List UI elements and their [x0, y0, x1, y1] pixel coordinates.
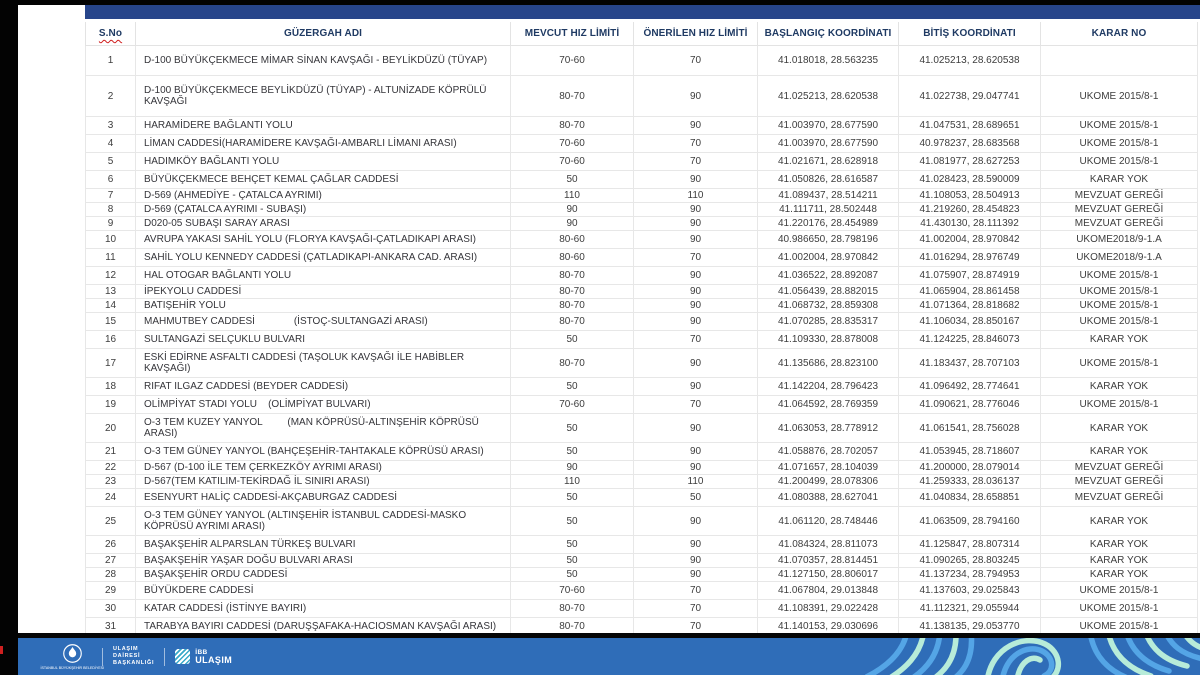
- cell-end-coordinate: 41.090265, 28.803245: [899, 554, 1041, 568]
- cell-serial-no: 8: [86, 203, 136, 217]
- brand-top-label: İBB: [195, 648, 208, 656]
- cell-route-name: SAHİL YOLU KENNEDY CADDESİ (ÇATLADIKAPI-ANKARA CAD. ARASI): [136, 249, 511, 267]
- column-header: [1041, 22, 1198, 46]
- department-line: ULAŞIM: [113, 646, 139, 652]
- top-accent-bar: [85, 5, 1200, 19]
- cell-route-name: KATAR CADDESİ (İSTİNYE BAYIRI): [136, 600, 511, 618]
- cell-serial-no: 11: [86, 249, 136, 267]
- cell-start-coordinate: 41.220176, 28.454989: [758, 217, 899, 231]
- cell-start-coordinate: 41.089437, 28.514211: [758, 189, 899, 203]
- table-row: [86, 285, 1198, 299]
- cell-serial-no: 4: [86, 135, 136, 153]
- column-header-label: BAŞLANGIÇ KOORDİNATI: [764, 28, 892, 39]
- footer-bar: [18, 638, 1200, 675]
- column-header-label: GÜZERGAH ADI: [283, 28, 363, 39]
- cell-serial-no: 14: [86, 299, 136, 313]
- cell-proposed-limit: 90: [634, 461, 758, 475]
- column-header: [86, 22, 136, 46]
- cell-proposed-limit: 90: [634, 299, 758, 313]
- cell-serial-no: 31: [86, 618, 136, 636]
- cell-serial-no: 26: [86, 536, 136, 554]
- cell-decision-no: KARAR YOK: [1041, 414, 1198, 443]
- cell-proposed-limit: 90: [634, 414, 758, 443]
- cell-current-limit: 50: [511, 378, 634, 396]
- cell-current-limit: 80-70: [511, 313, 634, 331]
- cell-start-coordinate: 41.063053, 28.778912: [758, 414, 899, 443]
- red-tick-mark: [0, 646, 3, 654]
- cell-proposed-limit: 70: [634, 396, 758, 414]
- cell-decision-no: UKOME 2015/8-1: [1041, 349, 1198, 378]
- cell-start-coordinate: 41.058876, 28.702057: [758, 443, 899, 461]
- cell-end-coordinate: 41.040834, 28.658851: [899, 489, 1041, 507]
- table-row: [86, 313, 1198, 331]
- cell-proposed-limit: 90: [634, 76, 758, 117]
- cell-start-coordinate: 41.021671, 28.628918: [758, 153, 899, 171]
- cell-start-coordinate: 41.003970, 28.677590: [758, 135, 899, 153]
- cell-decision-no: KARAR YOK: [1041, 331, 1198, 349]
- cell-serial-no: 6: [86, 171, 136, 189]
- speed-limit-table-container: [85, 22, 1197, 654]
- table-row: [86, 554, 1198, 568]
- cell-route-name: MAHMUTBEY CADDESİ (İSTOÇ-SULTANGAZİ ARASI): [136, 313, 511, 331]
- cell-serial-no: 10: [86, 231, 136, 249]
- cell-end-coordinate: 41.016294, 28.976749: [899, 249, 1041, 267]
- cell-proposed-limit: 70: [634, 135, 758, 153]
- cell-route-name: D020-05 SUBAŞI SARAY ARASI: [136, 217, 511, 231]
- cell-route-name: D-569 (AHMEDİYE - ÇATALCA AYRIMI): [136, 189, 511, 203]
- column-header-label: BİTİŞ KOORDİNATI: [923, 28, 1016, 39]
- cell-decision-no: UKOME 2015/8-1: [1041, 299, 1198, 313]
- cell-end-coordinate: 41.096492, 28.774641: [899, 378, 1041, 396]
- cell-start-coordinate: 41.067804, 29.013848: [758, 582, 899, 600]
- cell-serial-no: 2: [86, 76, 136, 117]
- cell-proposed-limit: 90: [634, 554, 758, 568]
- table-row: [86, 443, 1198, 461]
- cell-serial-no: 15: [86, 313, 136, 331]
- cell-decision-no: UKOME 2015/8-1: [1041, 618, 1198, 636]
- table-row: [86, 461, 1198, 475]
- cell-decision-no: [1041, 46, 1198, 76]
- table-row: [86, 475, 1198, 489]
- column-header-label: S.No: [98, 28, 123, 39]
- cell-decision-no: KARAR YOK: [1041, 171, 1198, 189]
- cell-start-coordinate: 41.080388, 28.627041: [758, 489, 899, 507]
- cell-decision-no: UKOME 2015/8-1: [1041, 285, 1198, 299]
- cell-proposed-limit: 90: [634, 285, 758, 299]
- cell-current-limit: 80-70: [511, 600, 634, 618]
- cell-serial-no: 9: [86, 217, 136, 231]
- cell-start-coordinate: 40.986650, 28.798196: [758, 231, 899, 249]
- cell-route-name: İPEKYOLU CADDESİ: [136, 285, 511, 299]
- cell-decision-no: UKOME 2015/8-1: [1041, 313, 1198, 331]
- footer-divider: [102, 648, 103, 666]
- cell-route-name: LİMAN CADDESİ(HARAMİDERE KAVŞAĞI-AMBARLI LİMANI ARASI): [136, 135, 511, 153]
- cell-end-coordinate: 41.124225, 28.846073: [899, 331, 1041, 349]
- table-row: [86, 489, 1198, 507]
- ibb-ulasim-wordmark: [195, 649, 232, 665]
- brand-bottom-label: ULAŞIM: [195, 654, 233, 665]
- cell-proposed-limit: 50: [634, 489, 758, 507]
- cell-decision-no: KARAR YOK: [1041, 536, 1198, 554]
- cell-serial-no: 22: [86, 461, 136, 475]
- cell-current-limit: 80-70: [511, 349, 634, 378]
- cell-proposed-limit: 90: [634, 568, 758, 582]
- cell-serial-no: 19: [86, 396, 136, 414]
- department-line: BAŞKANLIĞI: [113, 660, 155, 666]
- cell-current-limit: 80-70: [511, 267, 634, 285]
- cell-start-coordinate: 41.127150, 28.806017: [758, 568, 899, 582]
- cell-end-coordinate: 41.065904, 28.861458: [899, 285, 1041, 299]
- cell-route-name: O-3 TEM GÜNEY YANYOL (ALTINŞEHİR İSTANBUL CADDESİ-MASKO KÖPRÜSÜ AYRIMI ARASI): [136, 507, 511, 536]
- cell-route-name: ESKİ EDİRNE ASFALTI CADDESİ (TAŞOLUK KAVŞAĞI İLE HABİBLER KAVŞAĞI): [136, 349, 511, 378]
- table-row: [86, 582, 1198, 600]
- cell-current-limit: 90: [511, 203, 634, 217]
- cell-current-limit: 110: [511, 189, 634, 203]
- cell-decision-no: UKOME 2015/8-1: [1041, 396, 1198, 414]
- column-header: [758, 22, 899, 46]
- cell-proposed-limit: 90: [634, 117, 758, 135]
- cell-current-limit: 50: [511, 507, 634, 536]
- table-row: [86, 536, 1198, 554]
- cell-current-limit: 80-70: [511, 117, 634, 135]
- cell-current-limit: 50: [511, 171, 634, 189]
- cell-current-limit: 80-70: [511, 285, 634, 299]
- cell-route-name: D-569 (ÇATALCA AYRIMI - SUBAŞI): [136, 203, 511, 217]
- cell-proposed-limit: 70: [634, 249, 758, 267]
- ibb-ulasim-logo: [175, 649, 232, 665]
- table-row: [86, 217, 1198, 231]
- cell-current-limit: 90: [511, 461, 634, 475]
- cell-serial-no: 16: [86, 331, 136, 349]
- cell-route-name: D-567(TEM KATILIM-TEKİRDAĞ İL SINIRI ARASI): [136, 475, 511, 489]
- cell-current-limit: 50: [511, 568, 634, 582]
- cell-serial-no: 13: [86, 285, 136, 299]
- table-header-row: [86, 22, 1198, 46]
- cell-route-name: BAŞAKŞEHİR ORDU CADDESİ: [136, 568, 511, 582]
- cell-start-coordinate: 41.109330, 28.878008: [758, 331, 899, 349]
- cell-start-coordinate: 41.025213, 28.620538: [758, 76, 899, 117]
- cell-end-coordinate: 41.138135, 29.053770: [899, 618, 1041, 636]
- cell-current-limit: 50: [511, 443, 634, 461]
- cell-decision-no: MEVZUAT GEREĞİ: [1041, 189, 1198, 203]
- cell-serial-no: 28: [86, 568, 136, 582]
- cell-route-name: BATIŞEHİR YOLU: [136, 299, 511, 313]
- cell-route-name: BÜYÜKDERE CADDESİ: [136, 582, 511, 600]
- cell-end-coordinate: 41.063509, 28.794160: [899, 507, 1041, 536]
- cell-end-coordinate: 41.219260, 28.454823: [899, 203, 1041, 217]
- cell-decision-no: MEVZUAT GEREĞİ: [1041, 461, 1198, 475]
- cell-decision-no: KARAR YOK: [1041, 568, 1198, 582]
- cell-current-limit: 110: [511, 475, 634, 489]
- cell-end-coordinate: 41.125847, 28.807314: [899, 536, 1041, 554]
- cell-current-limit: 90: [511, 217, 634, 231]
- ibb-municipality-logo: [40, 643, 104, 670]
- cell-serial-no: 1: [86, 46, 136, 76]
- cell-current-limit: 50: [511, 489, 634, 507]
- cell-decision-no: KARAR YOK: [1041, 507, 1198, 536]
- cell-route-name: HADIMKÖY BAĞLANTI YOLU: [136, 153, 511, 171]
- table-row: [86, 135, 1198, 153]
- cell-proposed-limit: 70: [634, 46, 758, 76]
- cell-end-coordinate: 41.108053, 28.504913: [899, 189, 1041, 203]
- cell-route-name: SULTANGAZİ SELÇUKLU BULVARI: [136, 331, 511, 349]
- cell-route-name: TARABYA BAYIRI CADDESİ (DARUŞŞAFAKA-HACIOSMAN KAVŞAĞI ARASI): [136, 618, 511, 636]
- cell-end-coordinate: 41.112321, 29.055944: [899, 600, 1041, 618]
- cell-decision-no: UKOME2018/9-1.A: [1041, 249, 1198, 267]
- cell-decision-no: UKOME 2015/8-1: [1041, 117, 1198, 135]
- cell-route-name: D-567 (D-100 İLE TEM ÇERKEZKÖY AYRIMI ARASI): [136, 461, 511, 475]
- cell-decision-no: KARAR YOK: [1041, 554, 1198, 568]
- footer-divider: [164, 648, 165, 666]
- cell-decision-no: MEVZUAT GEREĞİ: [1041, 217, 1198, 231]
- table-row: [86, 76, 1198, 117]
- cell-end-coordinate: 41.090621, 28.776046: [899, 396, 1041, 414]
- cell-decision-no: MEVZUAT GEREĞİ: [1041, 203, 1198, 217]
- speed-limit-table-body: [86, 46, 1198, 654]
- cell-end-coordinate: 41.061541, 28.756028: [899, 414, 1041, 443]
- cell-end-coordinate: 41.002004, 28.970842: [899, 231, 1041, 249]
- cell-end-coordinate: 41.047531, 28.689651: [899, 117, 1041, 135]
- top-black-strip: [0, 0, 1200, 5]
- table-row: [86, 153, 1198, 171]
- cell-serial-no: 3: [86, 117, 136, 135]
- table-row: [86, 189, 1198, 203]
- column-header-label: MEVCUT HIZ LİMİTİ: [524, 28, 620, 39]
- cell-end-coordinate: 41.106034, 28.850167: [899, 313, 1041, 331]
- column-header: [136, 22, 511, 46]
- cell-start-coordinate: 41.068732, 28.859308: [758, 299, 899, 313]
- footer-branding: [18, 643, 232, 670]
- cell-route-name: OLİMPİYAT STADI YOLU (OLİMPİYAT BULVARI): [136, 396, 511, 414]
- cell-route-name: BAŞAKŞEHİR YAŞAR DOĞU BULVARI ARASI: [136, 554, 511, 568]
- cell-route-name: O-3 TEM KUZEY YANYOL (MAN KÖPRÜSÜ-ALTINŞEHİR KÖPRÜSÜ ARASI): [136, 414, 511, 443]
- fingerprint-pattern: [865, 638, 1200, 675]
- cell-end-coordinate: 40.978237, 28.683568: [899, 135, 1041, 153]
- cell-proposed-limit: 70: [634, 600, 758, 618]
- cell-start-coordinate: 41.056439, 28.882015: [758, 285, 899, 299]
- cell-decision-no: UKOME2018/9-1.A: [1041, 231, 1198, 249]
- ibb-ulasim-stripes-icon: [175, 649, 190, 664]
- cell-proposed-limit: 90: [634, 536, 758, 554]
- cell-start-coordinate: 41.142204, 28.796423: [758, 378, 899, 396]
- cell-end-coordinate: 41.430130, 28.111392: [899, 217, 1041, 231]
- cell-decision-no: MEVZUAT GEREĞİ: [1041, 489, 1198, 507]
- cell-proposed-limit: 90: [634, 217, 758, 231]
- cell-proposed-limit: 90: [634, 349, 758, 378]
- cell-current-limit: 70-60: [511, 153, 634, 171]
- cell-proposed-limit: 90: [634, 231, 758, 249]
- cell-start-coordinate: 41.070357, 28.814451: [758, 554, 899, 568]
- cell-start-coordinate: 41.135686, 28.823100: [758, 349, 899, 378]
- cell-decision-no: UKOME 2015/8-1: [1041, 153, 1198, 171]
- table-row: [86, 414, 1198, 443]
- table-row: [86, 507, 1198, 536]
- cell-route-name: RIFAT ILGAZ CADDESİ (BEYDER CADDESİ): [136, 378, 511, 396]
- cell-route-name: ESENYURT HALİÇ CADDESİ-AKÇABURGAZ CADDESİ: [136, 489, 511, 507]
- cell-end-coordinate: 41.022738, 29.047741: [899, 76, 1041, 117]
- table-row: [86, 249, 1198, 267]
- cell-route-name: BAŞAKŞEHİR ALPARSLAN TÜRKEŞ BULVARI: [136, 536, 511, 554]
- cell-decision-no: UKOME 2015/8-1: [1041, 76, 1198, 117]
- cell-start-coordinate: 41.003970, 28.677590: [758, 117, 899, 135]
- cell-proposed-limit: 110: [634, 189, 758, 203]
- cell-route-name: D-100 BÜYÜKÇEKMECE MİMAR SİNAN KAVŞAĞI - BEYLİKDÜZÜ (TÜYAP): [136, 46, 511, 76]
- table-row: [86, 331, 1198, 349]
- cell-proposed-limit: 90: [634, 267, 758, 285]
- cell-start-coordinate: 41.050826, 28.616587: [758, 171, 899, 189]
- cell-serial-no: 23: [86, 475, 136, 489]
- table-row: [86, 203, 1198, 217]
- column-header-label: KARAR NO: [1091, 28, 1147, 39]
- cell-end-coordinate: 41.081977, 28.627253: [899, 153, 1041, 171]
- speed-limit-table: [85, 22, 1198, 654]
- cell-decision-no: UKOME 2015/8-1: [1041, 582, 1198, 600]
- cell-current-limit: 70-60: [511, 135, 634, 153]
- cell-proposed-limit: 90: [634, 443, 758, 461]
- table-row: [86, 568, 1198, 582]
- cell-end-coordinate: 41.075907, 28.874919: [899, 267, 1041, 285]
- cell-end-coordinate: 41.137234, 28.794953: [899, 568, 1041, 582]
- column-header: [511, 22, 634, 46]
- cell-route-name: BÜYÜKÇEKMECE BEHÇET KEMAL ÇAĞLAR CADDESİ: [136, 171, 511, 189]
- cell-current-limit: 50: [511, 331, 634, 349]
- cell-start-coordinate: 41.108391, 29.022428: [758, 600, 899, 618]
- table-row: [86, 396, 1198, 414]
- cell-decision-no: MEVZUAT GEREĞİ: [1041, 475, 1198, 489]
- cell-route-name: D-100 BÜYÜKÇEKMECE BEYLİKDÜZÜ (TÜYAP) - ALTUNİZADE KÖPRÜLÜ KAVŞAĞI: [136, 76, 511, 117]
- cell-serial-no: 24: [86, 489, 136, 507]
- cell-current-limit: 80-60: [511, 249, 634, 267]
- cell-serial-no: 18: [86, 378, 136, 396]
- cell-serial-no: 29: [86, 582, 136, 600]
- cell-start-coordinate: 41.084324, 28.811073: [758, 536, 899, 554]
- cell-decision-no: KARAR YOK: [1041, 443, 1198, 461]
- table-row: [86, 171, 1198, 189]
- cell-decision-no: UKOME 2015/8-1: [1041, 135, 1198, 153]
- cell-current-limit: 50: [511, 414, 634, 443]
- table-row: [86, 299, 1198, 313]
- table-row: [86, 231, 1198, 249]
- cell-proposed-limit: 70: [634, 618, 758, 636]
- cell-start-coordinate: 41.140153, 29.030696: [758, 618, 899, 636]
- cell-current-limit: 50: [511, 536, 634, 554]
- cell-start-coordinate: 41.070285, 28.835317: [758, 313, 899, 331]
- cell-proposed-limit: 70: [634, 331, 758, 349]
- cell-proposed-limit: 90: [634, 203, 758, 217]
- cell-serial-no: 5: [86, 153, 136, 171]
- cell-end-coordinate: 41.200000, 28.079014: [899, 461, 1041, 475]
- cell-end-coordinate: 41.259333, 28.036137: [899, 475, 1041, 489]
- cell-current-limit: 70-60: [511, 46, 634, 76]
- cell-current-limit: 70-60: [511, 396, 634, 414]
- cell-end-coordinate: 41.183437, 28.707103: [899, 349, 1041, 378]
- cell-end-coordinate: 41.025213, 28.620538: [899, 46, 1041, 76]
- department-line: DAİRESİ: [113, 653, 141, 659]
- table-row: [86, 46, 1198, 76]
- tulip-emblem-icon: [62, 643, 83, 664]
- table-row: [86, 267, 1198, 285]
- cell-start-coordinate: 41.071657, 28.104039: [758, 461, 899, 475]
- cell-serial-no: 30: [86, 600, 136, 618]
- cell-proposed-limit: 90: [634, 171, 758, 189]
- cell-serial-no: 7: [86, 189, 136, 203]
- cell-end-coordinate: 41.053945, 28.718607: [899, 443, 1041, 461]
- cell-start-coordinate: 41.002004, 28.970842: [758, 249, 899, 267]
- table-row: [86, 600, 1198, 618]
- cell-proposed-limit: 90: [634, 507, 758, 536]
- cell-serial-no: 20: [86, 414, 136, 443]
- cell-serial-no: 27: [86, 554, 136, 568]
- column-header: [899, 22, 1041, 46]
- cell-start-coordinate: 41.061120, 28.748446: [758, 507, 899, 536]
- left-black-strip: [0, 0, 18, 675]
- department-label: [113, 646, 154, 667]
- cell-current-limit: 80-70: [511, 76, 634, 117]
- column-header: [634, 22, 758, 46]
- municipality-caption: İSTANBUL BÜYÜKŞEHİR BELEDİYESİ: [40, 665, 104, 670]
- table-row: [86, 349, 1198, 378]
- cell-serial-no: 21: [86, 443, 136, 461]
- column-header-label: ÖNERİLEN HIZ LİMİTİ: [643, 28, 748, 39]
- cell-serial-no: 25: [86, 507, 136, 536]
- cell-serial-no: 12: [86, 267, 136, 285]
- cell-end-coordinate: 41.028423, 28.590009: [899, 171, 1041, 189]
- cell-proposed-limit: 70: [634, 153, 758, 171]
- table-row: [86, 117, 1198, 135]
- cell-start-coordinate: 41.064592, 28.769359: [758, 396, 899, 414]
- cell-route-name: HAL OTOGAR BAĞLANTI YOLU: [136, 267, 511, 285]
- cell-proposed-limit: 70: [634, 582, 758, 600]
- cell-current-limit: 80-70: [511, 618, 634, 636]
- cell-end-coordinate: 41.137603, 29.025843: [899, 582, 1041, 600]
- cell-serial-no: 17: [86, 349, 136, 378]
- table-row: [86, 378, 1198, 396]
- cell-current-limit: 50: [511, 554, 634, 568]
- cell-route-name: HARAMİDERE BAĞLANTI YOLU: [136, 117, 511, 135]
- cell-current-limit: 70-60: [511, 582, 634, 600]
- cell-decision-no: UKOME 2015/8-1: [1041, 600, 1198, 618]
- cell-start-coordinate: 41.018018, 28.563235: [758, 46, 899, 76]
- cell-end-coordinate: 41.071364, 28.818682: [899, 299, 1041, 313]
- cell-proposed-limit: 90: [634, 313, 758, 331]
- cell-proposed-limit: 110: [634, 475, 758, 489]
- cell-current-limit: 80-60: [511, 231, 634, 249]
- cell-route-name: O-3 TEM GÜNEY YANYOL (BAHÇEŞEHİR-TAHTAKALE KÖPRÜSÜ ARASI): [136, 443, 511, 461]
- cell-start-coordinate: 41.036522, 28.892087: [758, 267, 899, 285]
- cell-decision-no: KARAR YOK: [1041, 378, 1198, 396]
- cell-proposed-limit: 90: [634, 378, 758, 396]
- cell-start-coordinate: 41.200499, 28.078306: [758, 475, 899, 489]
- cell-start-coordinate: 41.111711, 28.502448: [758, 203, 899, 217]
- cell-decision-no: UKOME 2015/8-1: [1041, 267, 1198, 285]
- cell-route-name: AVRUPA YAKASI SAHİL YOLU (FLORYA KAVŞAĞI-ÇATLADIKAPI ARASI): [136, 231, 511, 249]
- cell-current-limit: 80-70: [511, 299, 634, 313]
